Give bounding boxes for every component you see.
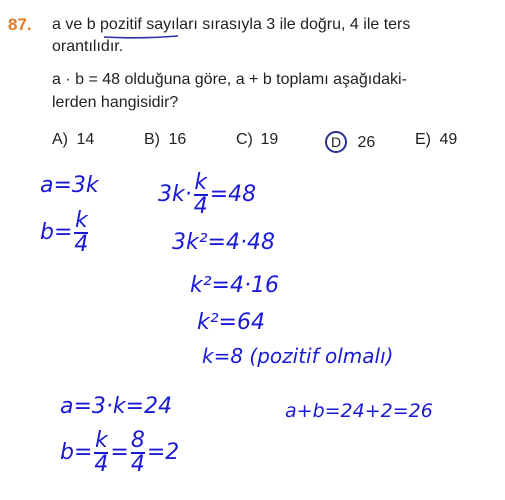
hw-eq1-fraction bbox=[194, 172, 208, 218]
hw-eq1-numerator: k bbox=[194, 170, 208, 195]
hw-a-equals-3k: a=3k bbox=[40, 173, 99, 198]
option-b-letter: B) bbox=[144, 131, 160, 148]
hw-bcalc-equals: = bbox=[110, 440, 129, 465]
hw-equation-4: k²=64 bbox=[197, 310, 265, 335]
question-text-line-2: orantılıdır. bbox=[52, 38, 124, 55]
hw-bcalc-fraction-2 bbox=[131, 430, 145, 476]
option-d-value: 26 bbox=[357, 134, 376, 151]
hw-bcalc-rhs: =2 bbox=[146, 440, 180, 465]
hw-bcalc-fraction-1 bbox=[94, 430, 108, 476]
hw-equation-1 bbox=[158, 172, 256, 218]
hw-bcalc-num1: k bbox=[95, 428, 108, 453]
option-e-letter: E) bbox=[415, 131, 431, 148]
option-e[interactable] bbox=[415, 131, 457, 149]
hw-b-denominator: 4 bbox=[74, 232, 89, 257]
question-text-line-4: lerden hangisidir? bbox=[52, 94, 179, 111]
option-d-circled-letter: D bbox=[325, 131, 347, 153]
hw-eq1-right: =48 bbox=[209, 182, 257, 207]
hw-eq1-denominator: 4 bbox=[193, 194, 208, 219]
option-b-value: 16 bbox=[168, 131, 187, 148]
option-b[interactable] bbox=[144, 131, 186, 149]
question-text-line-3: a · b = 48 olduğuna göre, a + b toplamı aşağıdaki- bbox=[52, 71, 407, 88]
option-c[interactable] bbox=[236, 131, 278, 149]
hw-b-lhs: b= bbox=[40, 220, 73, 245]
hw-equation-2: 3k²=4·48 bbox=[172, 230, 275, 255]
question-number: 87. bbox=[8, 15, 32, 34]
hw-b-fraction bbox=[74, 210, 88, 256]
hw-b-equals-k-over-4 bbox=[40, 210, 90, 256]
option-a[interactable] bbox=[52, 131, 94, 149]
hw-a-calculation: a=3·k=24 bbox=[60, 394, 173, 419]
hw-eq1-left: 3k· bbox=[158, 182, 192, 207]
option-e-value: 49 bbox=[439, 131, 458, 148]
hw-equation-5: k=8 (pozitif olmalı) bbox=[202, 344, 394, 368]
hw-b-numerator: k bbox=[75, 208, 88, 233]
hw-bcalc-den2: 4 bbox=[130, 452, 145, 477]
option-c-value: 19 bbox=[260, 131, 279, 148]
option-c-letter: C) bbox=[236, 131, 253, 148]
hw-b-calculation bbox=[60, 430, 179, 476]
option-a-value: 14 bbox=[76, 131, 95, 148]
question-text-line-1: a ve b pozitif sayıları sırasıyla 3 ile doğru, 4 ile ters bbox=[52, 16, 411, 33]
hw-bcalc-den1: 4 bbox=[94, 452, 109, 477]
option-d-selected[interactable] bbox=[325, 131, 375, 153]
option-a-letter: A) bbox=[52, 131, 68, 148]
hw-equation-3: k²=4·16 bbox=[190, 273, 279, 298]
hw-bcalc-lhs: b= bbox=[60, 440, 93, 465]
hw-bcalc-num2: 8 bbox=[130, 428, 145, 453]
hw-sum: a+b=24+2=26 bbox=[285, 400, 433, 422]
